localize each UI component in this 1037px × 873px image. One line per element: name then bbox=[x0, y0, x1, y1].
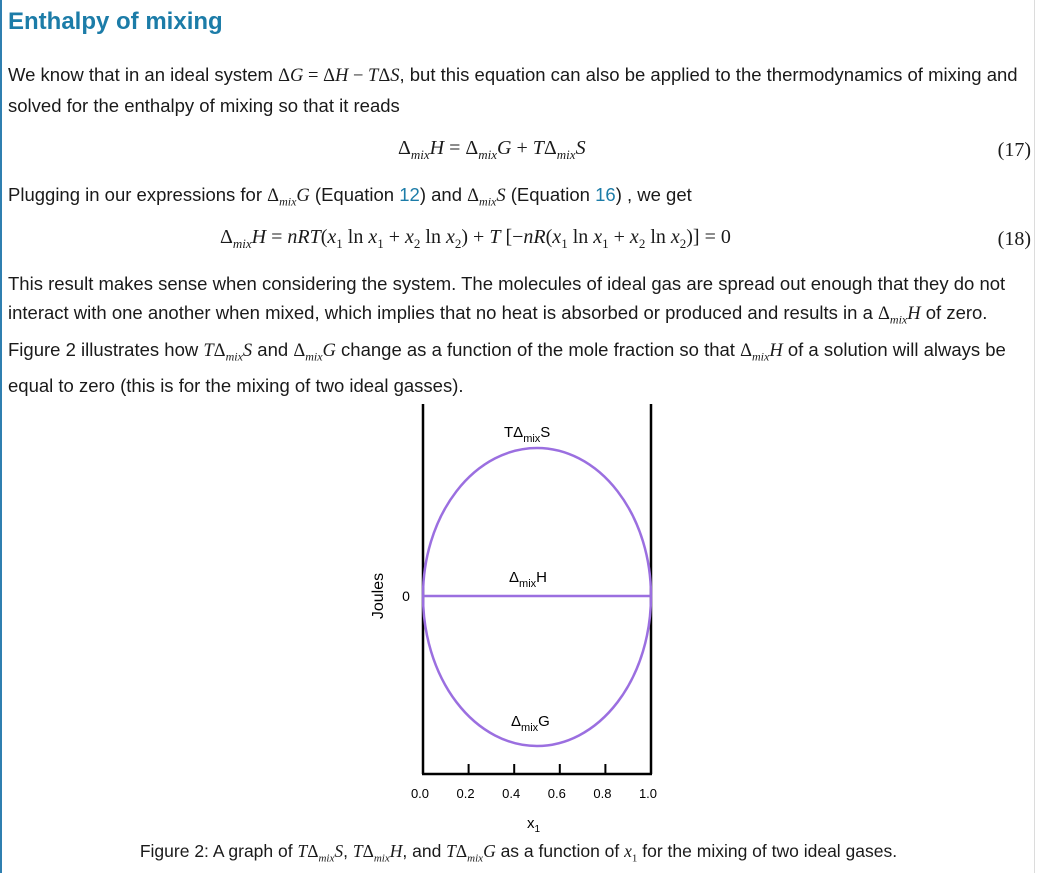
mix-enthalpy-inline-2: $\Delta_{mix}H$ bbox=[740, 340, 783, 364]
y-axis-label: Joules bbox=[370, 572, 387, 620]
result-paragraph bbox=[8, 269, 1023, 400]
intro-text-2: , but this equation can also be applied to the thermodynamics of mixing and solved for the enthalpy of mixing so that it reads bbox=[8, 64, 1018, 116]
caption-t-mix-gibbs: $T\Delta_{mix}G$ bbox=[446, 841, 496, 865]
equation-18: $\Delta_{mix}H = nRT(x_1$ $\ln x_1 + x_2$ $\ln x_2) + T$ [$-nR(x_1$ $\ln x_1 + x_2$ $\ln x_2)] = 0$ bbox=[220, 226, 731, 251]
caption-x1: $x_1$ bbox=[624, 841, 638, 865]
equation-17: $\Delta_{mix}H = \Delta_{mix}G + T\Delta_{mix}S$ bbox=[398, 137, 586, 162]
figure-2-ref: 2 bbox=[65, 338, 76, 360]
figure-caption bbox=[0, 838, 1037, 872]
label-mix-enthalpy: $\Delta_{mix}H$ bbox=[509, 569, 547, 590]
x-tick-label-5: 1.0 bbox=[638, 786, 658, 801]
equation-12-link[interactable]: 12 bbox=[399, 184, 420, 205]
label-t-mix-entropy: $T\Delta_{mix}S$ bbox=[504, 424, 551, 445]
plugging-paragraph bbox=[8, 180, 1023, 217]
mix-gibbs-inline-2: $\Delta_{mix}G$ bbox=[293, 340, 336, 364]
equation-17-number: (17) bbox=[997, 139, 1031, 161]
mix-entropy-inline: $\Delta_{mix}S$ bbox=[467, 186, 506, 209]
equation-18-number: (18) bbox=[997, 228, 1031, 250]
x-tick-label-4: 0.8 bbox=[593, 786, 612, 801]
plugging-text-3: ) and bbox=[419, 184, 468, 205]
caption-text-5: for the mixing of two ideal gases. bbox=[637, 841, 898, 861]
caption-t-mix-enthalpy: $T\Delta_{mix}H$ bbox=[352, 841, 403, 865]
caption-text-4: as a function of bbox=[495, 841, 625, 861]
x-tick-label-3: 0.6 bbox=[547, 786, 566, 801]
caption-text-3: , and bbox=[402, 841, 447, 861]
x-tick-label-0: 0.0 bbox=[410, 786, 430, 801]
result-text-3: illustrates how bbox=[75, 338, 204, 360]
x-axis-label: $x_1$ bbox=[527, 815, 541, 835]
result-text-4: and bbox=[252, 338, 294, 360]
plugging-text-4: (Equation bbox=[505, 184, 596, 205]
result-text-5: change as a function of the mole fraction so that bbox=[335, 338, 741, 360]
t-mix-entropy-inline: $T\Delta_{mix}S$ bbox=[203, 340, 253, 364]
plugging-text-2: (Equation bbox=[309, 184, 400, 205]
gibbs-equation-inline: ΔG = ΔH − TΔS bbox=[278, 66, 400, 86]
plugging-text-1: Plugging in our expressions for bbox=[8, 184, 268, 205]
mix-enthalpy-inline-1: $\Delta_{mix}H$ bbox=[878, 304, 921, 327]
mix-gibbs-inline: $\Delta_{mix}G$ bbox=[267, 186, 310, 209]
caption-t-mix-entropy: $T\Delta_{mix}S$ bbox=[297, 841, 344, 865]
result-text-6: of a solution will always be equal to zero (this is for the mixing of two ideal gasses). bbox=[8, 338, 1006, 397]
caption-text-1: Figure 2: A graph of bbox=[139, 841, 298, 861]
caption-text-2: , bbox=[343, 841, 353, 861]
label-mix-gibbs: $\Delta_{mix}G$ bbox=[511, 713, 550, 734]
intro-text-1: We know that in an ideal system bbox=[8, 64, 279, 85]
equation-16-link[interactable]: 16 bbox=[595, 184, 616, 205]
y-tick-label-0: 0 bbox=[402, 588, 410, 604]
x-tick-label-1: 0.2 bbox=[456, 786, 475, 801]
result-text-1: This result makes sense when considering the system. The molecules of ideal gas are spread out enough that they do not interact with one another when mixed, which implies that no heat is absorbed or produced and results in a bbox=[8, 273, 1006, 323]
section-title: Enthalpy of mixing bbox=[8, 8, 223, 35]
mixing-chart bbox=[0, 400, 1037, 840]
intro-paragraph bbox=[8, 60, 1023, 120]
figure-2 bbox=[0, 400, 1037, 840]
plugging-text-5: ) , we get bbox=[615, 184, 692, 205]
x-tick-label-2: 0.4 bbox=[502, 786, 521, 801]
result-text-2: of zero. Figure bbox=[8, 302, 988, 360]
